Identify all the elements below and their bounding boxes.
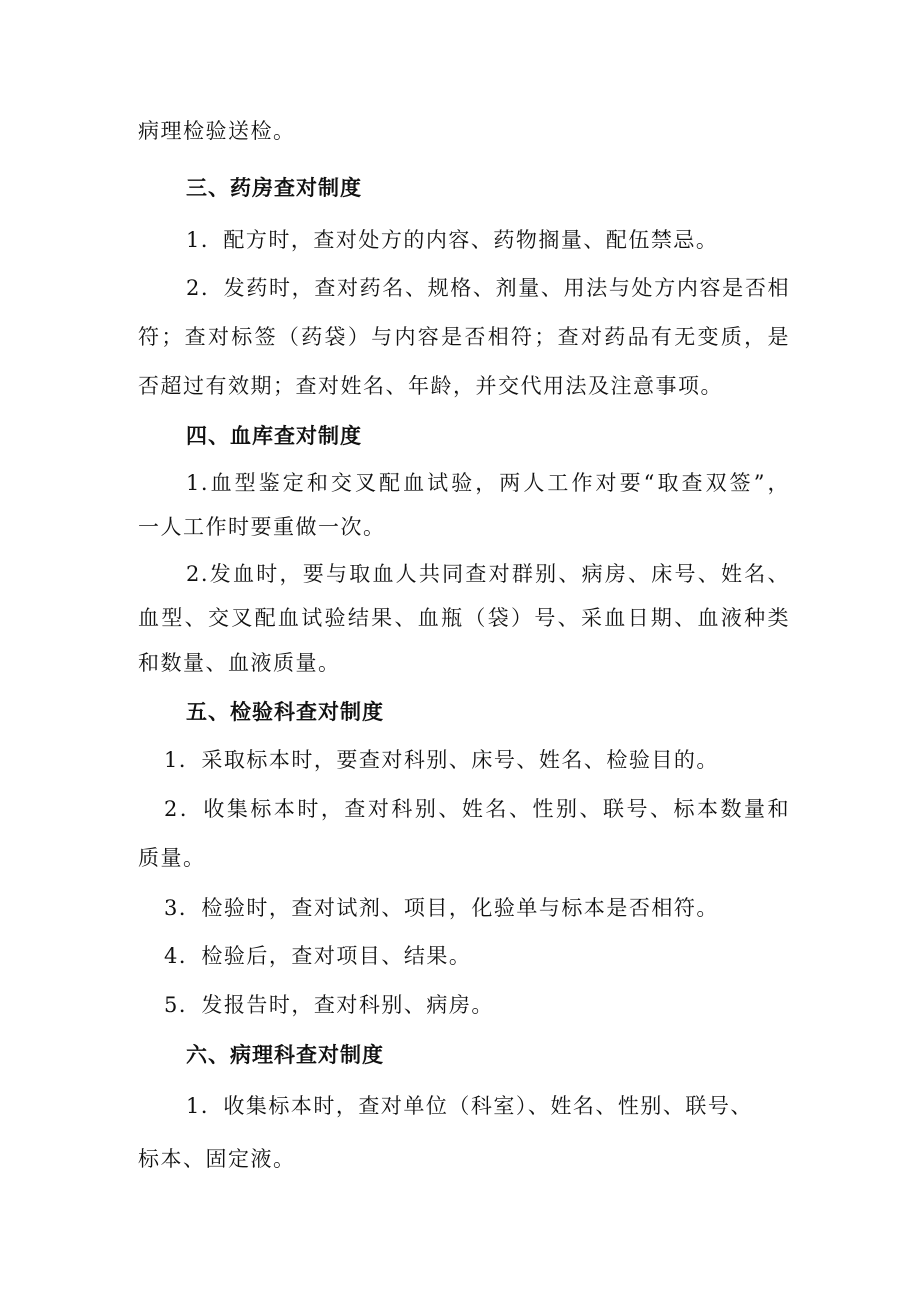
laboratory-item-2-line-2: 质量。 (138, 846, 206, 870)
blood-bank-item-2-line-1: 2.发血时，要与取血人共同查对群别、病房、床号、姓名、 (186, 562, 790, 586)
blood-bank-item-2-line-3: 和数量、血液质量。 (138, 651, 341, 675)
pharmacy-item-2-line-2: 符；查对标签（药袋）与内容是否相符；查对药品有无变质，是 (138, 325, 790, 349)
text-line-continuation: 病理检验送检。 (138, 119, 296, 143)
pathology-item-1-line-1: 1．收集标本时，查对单位（科室）、姓名、性别、联号、 (186, 1094, 753, 1118)
blood-bank-item-1-line-1: 1.血型鉴定和交叉配血试验，两人工作对要“取查双签”， (186, 471, 790, 495)
laboratory-item-1: 1．采取标本时，要查对科别、床号、姓名、检验目的。 (164, 748, 719, 772)
pharmacy-item-2-line-3: 否超过有效期；查对姓名、年龄，并交代用法及注意事项。 (138, 374, 723, 398)
pharmacy-item-1: 1．配方时，查对处方的内容、药物搁量、配伍禁忌。 (186, 228, 719, 252)
section-heading-blood-bank: 四、血库查对制度 (186, 424, 362, 448)
section-heading-pharmacy: 三、药房查对制度 (186, 176, 362, 200)
pharmacy-item-2-line-1: 2．发药时，查对药名、规格、剂量、用法与处方内容是否相 (186, 276, 790, 300)
section-heading-laboratory: 五、检验科查对制度 (186, 700, 384, 724)
blood-bank-item-1-line-2: 一人工作时要重做一次。 (138, 515, 386, 539)
blood-bank-item-2-line-2: 血型、交叉配血试验结果、血瓶（袋）号、采血日期、血液种类 (138, 606, 790, 630)
laboratory-item-2-line-1: 2．收集标本时，查对科别、姓名、性别、联号、标本数量和 (164, 797, 790, 821)
laboratory-item-3: 3．检验时，查对试剂、项目，化验单与标本是否相符。 (164, 896, 719, 920)
laboratory-item-4: 4．检验后，查对项目、结果。 (164, 944, 472, 968)
pathology-item-1-line-2: 标本、固定液。 (138, 1147, 296, 1171)
section-heading-pathology: 六、病理科查对制度 (186, 1043, 384, 1067)
laboratory-item-5: 5．发报告时，查对科别、病房。 (164, 993, 494, 1017)
